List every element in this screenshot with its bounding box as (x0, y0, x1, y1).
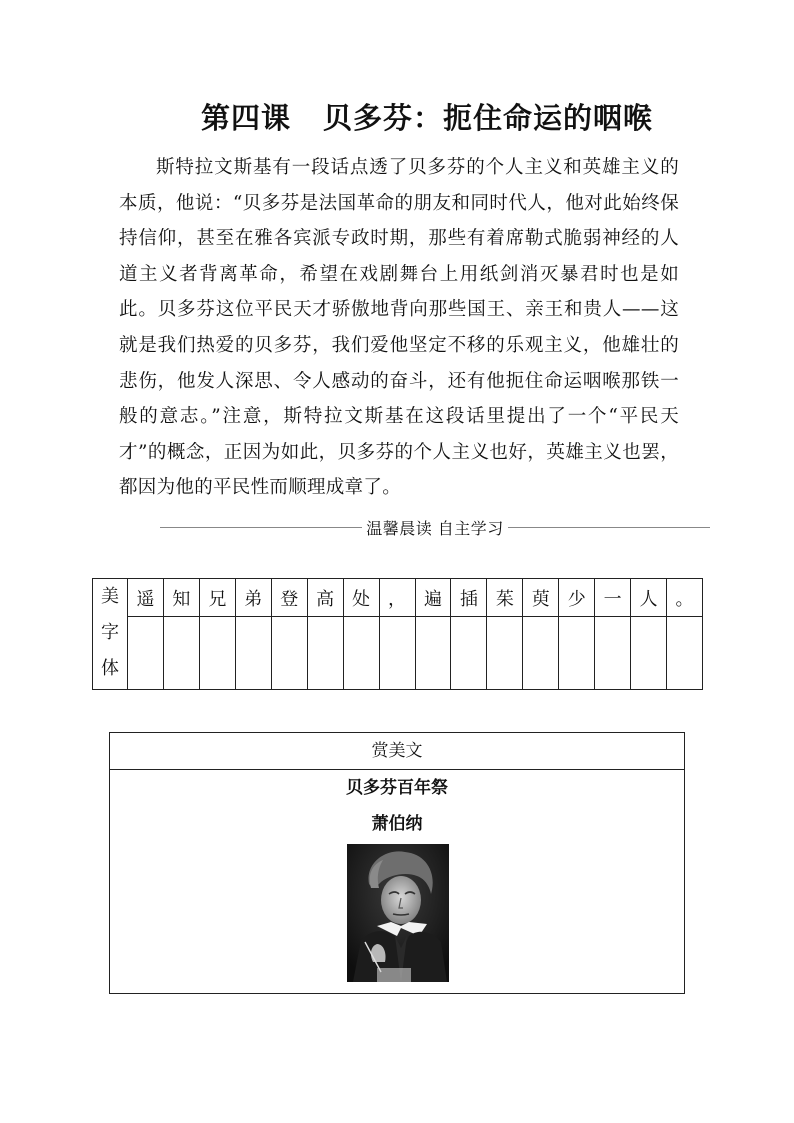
practice-cell (163, 617, 199, 690)
character-cell: 一 (595, 579, 631, 617)
practice-cell (235, 617, 271, 690)
lesson-number: 第四课 (200, 101, 291, 135)
character-cell: ， (379, 579, 415, 617)
practice-cell (523, 617, 559, 690)
section-divider (160, 516, 710, 538)
character-cell: 少 (559, 579, 595, 617)
practice-cell (631, 617, 667, 690)
lesson-title: 贝多芬：扼住命运的咽喉 (323, 101, 654, 135)
practice-cell (595, 617, 631, 690)
table-row-practice (93, 617, 703, 690)
character-cell: 弟 (235, 579, 271, 617)
page-title (0, 96, 794, 137)
character-cell: 茱 (487, 579, 523, 617)
practice-cell (487, 617, 523, 690)
character-cell: 。 (667, 579, 703, 617)
divider-line-left (160, 527, 362, 528)
character-cell: 遍 (415, 579, 451, 617)
practice-cell (343, 617, 379, 690)
beethoven-portrait-image (347, 844, 449, 982)
reading-box (109, 732, 685, 994)
reading-heading: 赏美文 (110, 733, 684, 770)
practice-cell (559, 617, 595, 690)
article-title: 贝多芬百年祭 (346, 778, 448, 798)
character-cell: 插 (451, 579, 487, 617)
practice-cell (199, 617, 235, 690)
practice-cell (667, 617, 703, 690)
character-cell: 萸 (523, 579, 559, 617)
practice-cell (307, 617, 343, 690)
practice-cell (271, 617, 307, 690)
calligraphy-label-char: 字 (101, 622, 119, 643)
practice-cell (415, 617, 451, 690)
practice-cell (379, 617, 415, 690)
character-cell: 高 (307, 579, 343, 617)
calligraphy-label-char: 美 (101, 586, 119, 607)
character-cell: 人 (631, 579, 667, 617)
character-cell: 知 (163, 579, 199, 617)
portrait-drawing (347, 844, 449, 982)
character-cell: 遥 (128, 579, 164, 617)
calligraphy-practice-table (92, 578, 703, 690)
table-row-characters (93, 579, 703, 617)
character-cell: 兄 (199, 579, 235, 617)
character-cell: 登 (271, 579, 307, 617)
calligraphy-label (93, 579, 128, 690)
character-cell: 处 (343, 579, 379, 617)
practice-cell (128, 617, 164, 690)
section-divider-label: 温馨晨读 自主学习 (366, 518, 504, 538)
practice-cell (451, 617, 487, 690)
intro-paragraph: 斯特拉文斯基有一段话点透了贝多芬的个人主义和英雄主义的本质，他说：“贝多芬是法国革命的朋友和同时代人，他对此始终保持信仰，甚至在雅各宾派专政时期，那些有着席勒式脆弱神经的人道主义者背离革命，希望在戏剧舞台上用纸剑消灭暴君时也是如此。贝多芬这位平民天才骄傲地背向那些国王、亲王和贵人——这就是我们热爱的贝多芬，我们爱他坚定不移的乐观主义，他雄壮的悲伤，他发人深思、令人感动的奋斗，还有他扼住命运咽喉那铁一般的意志。”注意，斯特拉文斯基在这段话里提出了一个“平民天才”的概念，正因为如此，贝多芬的个人主义也好，英雄主义也罢，都因为他的平民性而顺理成章了。 (119, 157, 679, 499)
calligraphy-label-char: 体 (101, 658, 119, 679)
divider-line-right (508, 527, 710, 528)
article-author: 萧伯纳 (371, 814, 423, 834)
